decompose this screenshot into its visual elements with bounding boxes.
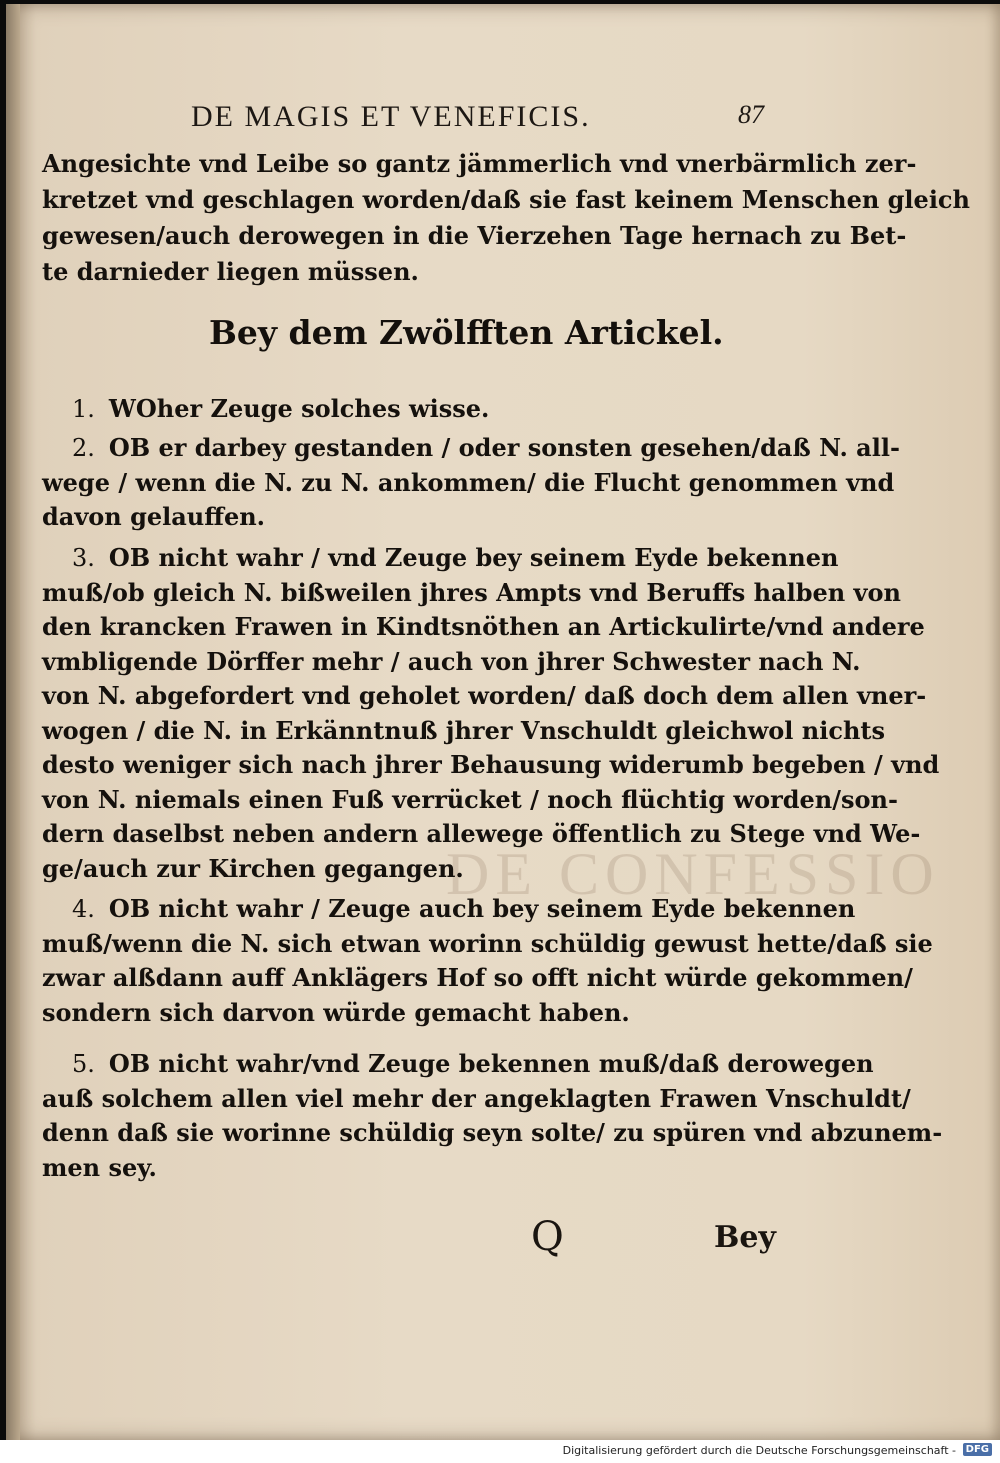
section-heading: Bey dem Zwölfften Artickel. — [209, 313, 724, 352]
item-number: 3. — [72, 544, 95, 572]
text-line — [42, 1047, 874, 1082]
article-item-5 — [42, 1047, 943, 1185]
text-line — [42, 892, 856, 927]
text-line: den krancken Frawen in Kindtsnöthen an Artickulirte/vnd andere — [42, 612, 925, 641]
dfg-logo-icon: DFG — [963, 1443, 992, 1456]
text-line: muß/wenn die N. sich etwan worinn schüldig gewust hette/daß sie — [42, 928, 933, 958]
text-line — [42, 392, 792, 427]
item-text: OB er darbey gestanden / oder sonsten gesehen/daß N. all- — [108, 433, 900, 462]
funding-credit: Digitalisierung gefördert durch die Deutsche Forschungsgemeinschaft - — [562, 1444, 956, 1457]
text-line: zwar alßdann auff Anklägers Hof so offt nicht würde gekommen/ — [42, 963, 913, 992]
text-line: dern daselbst neben andern allewege öffentlich zu Stege vnd We- — [42, 819, 921, 848]
article-item-1 — [42, 392, 792, 427]
text-line: sondern sich darvon würde gemacht haben. — [42, 997, 630, 1027]
intro-paragraph — [42, 146, 970, 290]
page-number: 87 — [738, 100, 764, 129]
text-line: men sey. — [42, 1152, 157, 1182]
item-text: OB nicht wahr/vnd Zeuge bekennen muß/daß derowegen — [108, 1049, 874, 1078]
item-number: 2. — [72, 434, 95, 462]
item-text: WOher Zeuge solches wisse. — [108, 394, 490, 423]
text-line: vmbligende Dörffer mehr / auch von jhrer Schwester nach N. — [42, 646, 861, 676]
item-text: OB nicht wahr / Zeuge auch bey seinem Eyde bekennen — [108, 894, 856, 923]
running-head: DE MAGIS ET VENEFICIS. — [191, 100, 591, 133]
page-gutter — [6, 4, 20, 1440]
text-line: gewesen/auch derowegen in die Vierzehen Tage hernach zu Bet- — [42, 221, 907, 250]
text-line: muß/ob gleich N. bißweilen jhres Ampts vnd Beruffs halben von — [42, 577, 901, 607]
text-line — [42, 541, 839, 576]
text-line: wege / wenn die N. zu N. ankommen/ die Flucht genommen vnd — [42, 467, 895, 497]
text-line — [42, 431, 900, 466]
text-line: desto weniger sich nach jhrer Behausung widerumb begeben / vnd — [42, 750, 940, 779]
text-line: kretzet vnd geschlagen worden/daß sie fast keinem Menschen gleich — [42, 185, 970, 214]
text-line: von N. abgefordert vnd geholet worden/ daß doch dem allen vner- — [42, 681, 927, 710]
catchword: Bey — [714, 1220, 776, 1255]
text-line: von N. niemals einen Fuß verrücket / noch flüchtig worden/son- — [42, 784, 898, 814]
text-line: davon gelauffen. — [42, 502, 266, 531]
signature-mark: Q — [531, 1214, 564, 1260]
text-line: auß solchem allen viel mehr der angeklagten Frawen Vnschuldt/ — [42, 1083, 911, 1113]
article-item-4 — [42, 892, 933, 1030]
article-item-2 — [42, 431, 900, 535]
text-line: denn daß sie worinne schüldig seyn solte/ zu spüren vnd abzunem- — [42, 1118, 943, 1147]
item-number: 5. — [72, 1050, 95, 1078]
text-line: Angesichte vnd Leibe so gantz jämmerlich vnd vnerbärmlich zer- — [42, 149, 917, 178]
item-number: 1. — [72, 395, 95, 423]
book-page — [6, 4, 1000, 1440]
text-line: ge/auch zur Kirchen gegangen. — [42, 853, 464, 883]
footer-bar — [0, 1440, 1000, 1463]
item-text: OB nicht wahr / vnd Zeuge bey seinem Eyde bekennen — [108, 543, 839, 572]
item-number: 4. — [72, 895, 95, 923]
text-line: te darnieder liegen müssen. — [42, 257, 419, 286]
show-through-text: DE CONFESSIO — [446, 841, 940, 907]
text-line: wogen / die N. in Erkänntnuß jhrer Vnschuldt gleichwol nichts — [42, 715, 885, 745]
